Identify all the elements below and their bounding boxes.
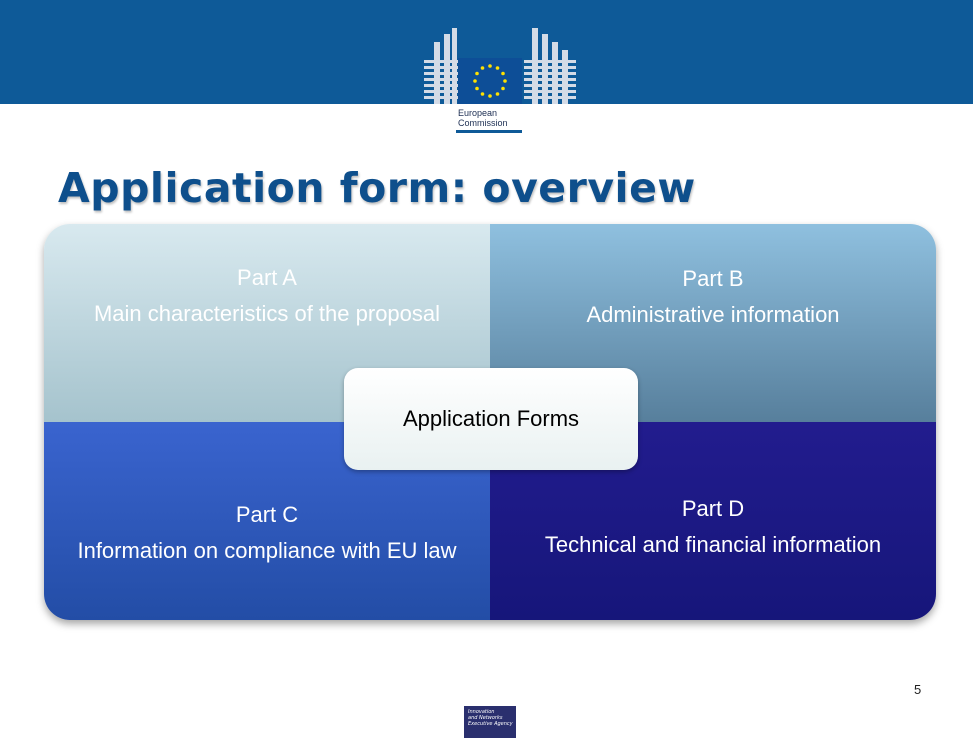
logo-underline	[456, 130, 522, 133]
center-label: Application Forms	[402, 406, 580, 431]
logo-line-2: Commission	[458, 118, 508, 128]
part-c-description: Information on compliance with EU law	[77, 538, 457, 563]
agency-line-3: Executive Agency	[468, 721, 513, 727]
agency-logo	[464, 706, 516, 738]
slide-title: Application form: overview	[58, 164, 696, 212]
logo-caption	[458, 108, 508, 128]
page-number: 5	[914, 682, 922, 697]
part-c-label: Part C	[235, 502, 299, 527]
agency-line-1: Innovation	[468, 709, 495, 715]
part-a-label: Part A	[237, 265, 297, 290]
part-a-description: Main characteristics of the proposal	[93, 301, 441, 326]
center-label-box	[344, 368, 638, 470]
agency-line-2: and Networks	[468, 715, 503, 721]
logo-line-1: European	[458, 108, 498, 118]
part-b-description: Administrative information	[586, 302, 840, 327]
part-d-label: Part D	[681, 496, 745, 521]
part-b-label: Part B	[682, 266, 744, 291]
part-d-description: Technical and financial information	[544, 532, 882, 557]
